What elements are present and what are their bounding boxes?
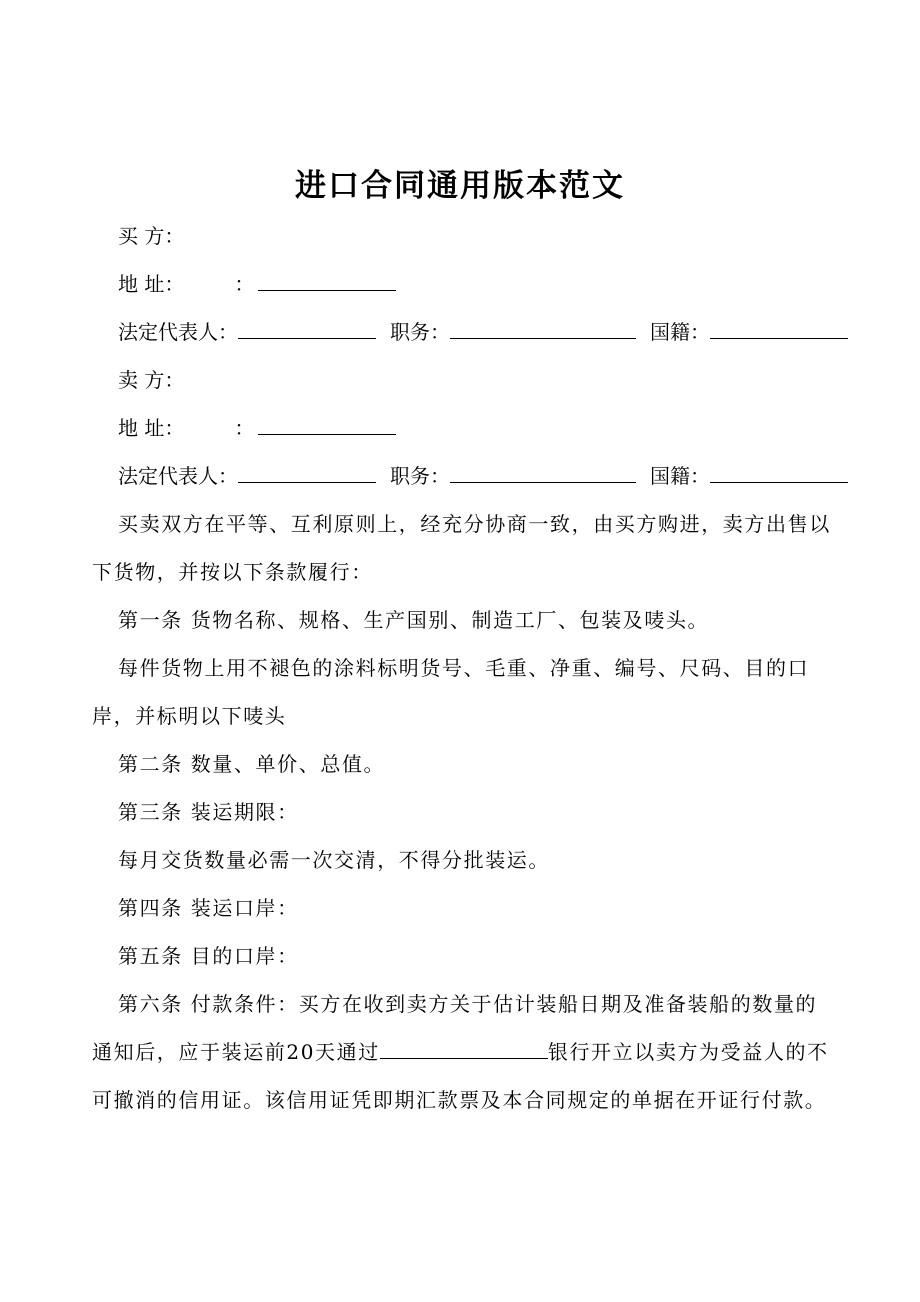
buyer-representative-line (118, 314, 848, 350)
article-1: 第一条 货物名称、规格、生产国别、制造工厂、包装及唛头。 (118, 608, 710, 632)
seller-nationality-label: 国籍： (650, 464, 710, 488)
buyer-position-label: 职务： (390, 320, 450, 344)
seller-rep-blank (238, 460, 376, 483)
article-2: 第二条 数量、单价、总值。 (118, 752, 386, 776)
seller-rep-label: 法定代表人： (118, 464, 238, 488)
article-1-detail: 每件货物上用不褪色的涂料标明货号、毛重、净重、编号、尺码、目的口岸，并标明以下唛头 (92, 656, 810, 728)
seller-address-blank (258, 412, 396, 435)
article-3: 第三条 装运期限： (118, 800, 299, 824)
seller-nationality-blank (710, 460, 848, 483)
buyer-address-line (118, 266, 396, 302)
buyer-nationality-blank (710, 316, 848, 339)
article-6 (92, 980, 832, 1124)
article-6-part1: 第六条 付款条件：买方在收到卖方关于估计装船日期及准备装船的数量的通知后，应于装运前20天通过 (92, 992, 818, 1064)
seller-position-label: 职务： (390, 464, 450, 488)
buyer-address-colon: ： (234, 272, 255, 296)
seller-representative-line (118, 458, 848, 494)
seller-address-line (118, 410, 396, 446)
article-3-detail: 每月交货数量必需一次交清，不得分批装运。 (118, 848, 550, 872)
bank-name-blank (380, 1036, 548, 1059)
buyer-label: 买 方： (118, 224, 185, 248)
buyer-rep-label: 法定代表人： (118, 320, 238, 344)
seller-position-blank (450, 460, 636, 483)
document-title: 进口合同通用版本范文 (295, 168, 625, 204)
buyer-rep-blank (238, 316, 376, 339)
buyer-nationality-label: 国籍： (650, 320, 710, 344)
buyer-address-label: 地 址： (118, 272, 185, 296)
article-5: 第五条 目的口岸： (118, 944, 299, 968)
seller-address-colon: ： (234, 416, 255, 440)
buyer-address-blank (258, 268, 396, 291)
seller-address-label: 地 址： (118, 416, 185, 440)
buyer-position-blank (450, 316, 636, 339)
intro-paragraph: 买卖双方在平等、互利原则上，经充分协商一致，由买方购进，卖方出售以下货物，并按以下条款履行： (92, 512, 831, 584)
article-6-part2: 银行开立以卖方为受益人的不可撤消的信用证。该信用证凭即期汇款票及本合同规定的单据在开证行付款。 (92, 1040, 829, 1112)
article-4: 第四条 装运口岸： (118, 896, 299, 920)
seller-label: 卖 方： (118, 368, 185, 392)
